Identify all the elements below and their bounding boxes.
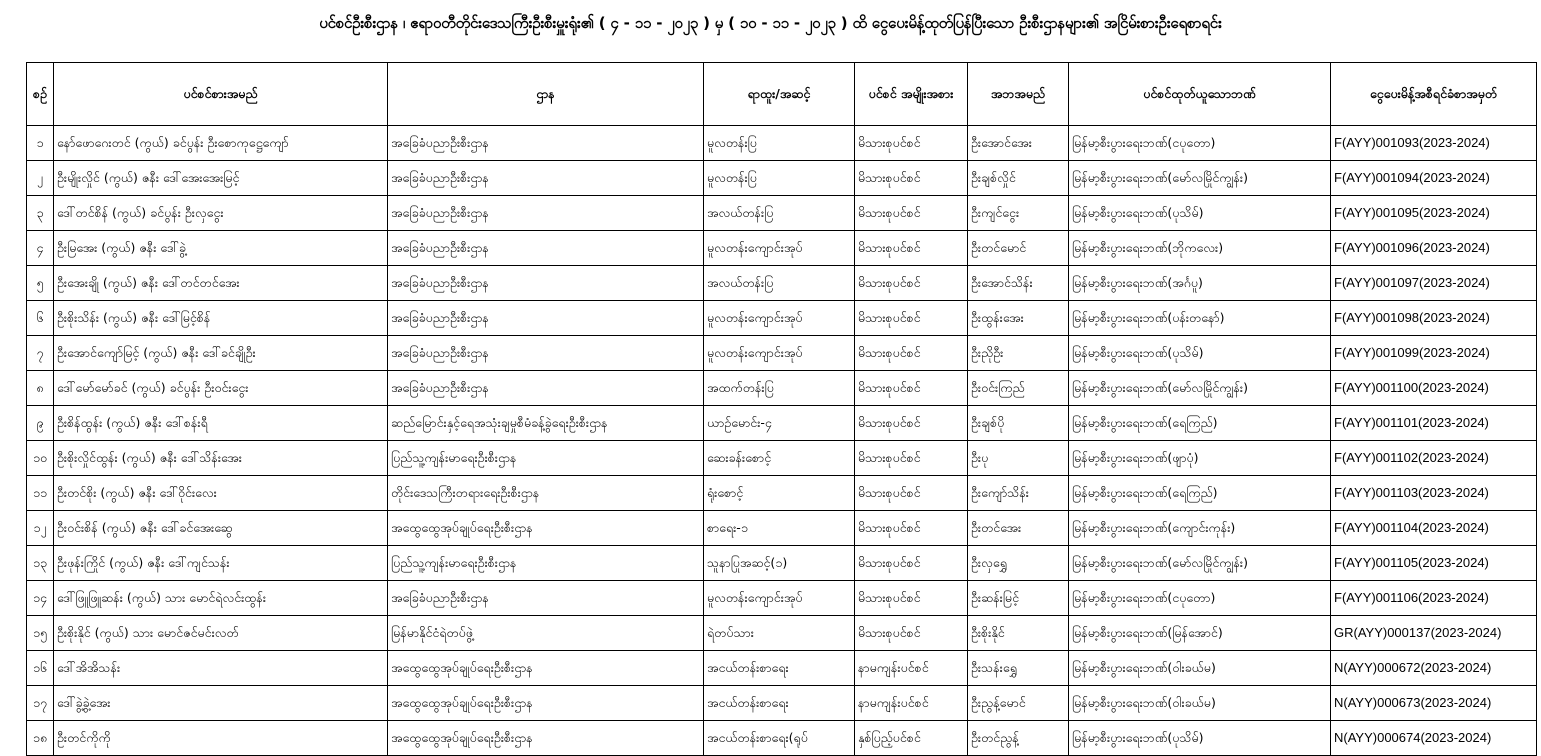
- cell-name: ဒေါ်ခွဲ့ခွဲ့အေး: [54, 686, 388, 721]
- cell-seq: ၃: [27, 196, 54, 231]
- cell-father: ဦးညွန့်မောင်: [968, 686, 1069, 721]
- cell-bank: မြန်မာ့စီးပွားရေးဘဏ်(ဘိုကလေး): [1069, 231, 1331, 266]
- cell-father: ဦးအောင်အေး: [968, 126, 1069, 161]
- cell-father: ဦးကျင်ငွေး: [968, 196, 1069, 231]
- cell-seq: ၂: [27, 161, 54, 196]
- cell-type: မိသားစုပင်စင်: [855, 476, 968, 511]
- table-row: [27, 196, 1537, 231]
- cell-code: F(AYY)001100(2023-2024): [1331, 371, 1537, 406]
- cell-code: GR(AYY)000137(2023-2024): [1331, 616, 1537, 651]
- cell-type: မိသားစုပင်စင်: [855, 441, 968, 476]
- cell-seq: ၁၇: [27, 686, 54, 721]
- cell-rank: မူလတန်းကျောင်းအုပ်: [704, 336, 855, 371]
- cell-dept: ဆည်မြောင်းနှင့်ရေအသုံးချမှုစီမံခန့်ခွဲရေးဦးစီးဌာန: [388, 406, 704, 441]
- cell-seq: ၅: [27, 266, 54, 301]
- header-name: ပင်စင်စားအမည်: [54, 63, 388, 126]
- cell-code: F(AYY)001099(2023-2024): [1331, 336, 1537, 371]
- cell-name: ဒေါ်မော်မော်ခင် (ကွယ်) ခင်ပွန်း ဦးဝင်းငွေး: [54, 371, 388, 406]
- cell-rank: သူနာပြုအဆင့်(၁): [704, 546, 855, 581]
- cell-seq: ၆: [27, 301, 54, 336]
- table-body: [27, 126, 1537, 756]
- cell-name: ဦးတင်ကိုကို: [54, 721, 388, 756]
- table-row: [27, 511, 1537, 546]
- pensioner-table: [26, 62, 1537, 756]
- cell-seq: ၁၆: [27, 651, 54, 686]
- cell-dept: အထွေထွေအုပ်ချုပ်ရေးဦးစီးဌာန: [388, 686, 704, 721]
- cell-type: မိသားစုပင်စင်: [855, 581, 968, 616]
- table-row: [27, 721, 1537, 756]
- cell-rank: ဆေးခန်းစောင့်: [704, 441, 855, 476]
- cell-rank: မူလတန်းကျောင်းအုပ်: [704, 581, 855, 616]
- cell-bank: မြန်မာ့စီးပွားရေးဘဏ်(ပုသိမ်): [1069, 721, 1331, 756]
- cell-name: နော်ဖောဂေးတင် (ကွယ်) ခင်ပွန်း ဦးစောကုဋ္ဌေကျော်: [54, 126, 388, 161]
- cell-bank: မြန်မာ့စီးပွားရေးဘဏ်(အင်္ဂပူ): [1069, 266, 1331, 301]
- cell-type: မိသားစုပင်စင်: [855, 161, 968, 196]
- cell-rank: စာရေး-၁: [704, 511, 855, 546]
- cell-name: ဦးစိုးနိုင် (ကွယ်) သား မောင်ဇင်မင်းလတ်: [54, 616, 388, 651]
- cell-bank: မြန်မာ့စီးပွားရေးဘဏ်(ဝါးခယ်မ): [1069, 651, 1331, 686]
- cell-name: ဒေါ်ဖြူဖြူဆန်း (ကွယ်) သား မောင်ရဲလင်းထွန်း: [54, 581, 388, 616]
- cell-type: နှစ်ပြည့်ပင်စင်: [855, 721, 968, 756]
- table-row: [27, 581, 1537, 616]
- cell-bank: မြန်မာ့စီးပွားရေးဘဏ်(ပုသိမ်): [1069, 196, 1331, 231]
- table-row: [27, 406, 1537, 441]
- cell-father: ဦးချစ်ပို: [968, 406, 1069, 441]
- cell-type: မိသားစုပင်စင်: [855, 406, 968, 441]
- cell-seq: ၁၂: [27, 511, 54, 546]
- cell-father: ဦးတင်ညွန့်: [968, 721, 1069, 756]
- cell-father: ဦးဆန်းမြင့်: [968, 581, 1069, 616]
- cell-rank: မူလတန်းကျောင်းအုပ်: [704, 231, 855, 266]
- table-header-row: [27, 63, 1537, 126]
- cell-bank: မြန်မာ့စီးပွားရေးဘဏ်(ငပုတော): [1069, 126, 1331, 161]
- table-row: [27, 651, 1537, 686]
- cell-code: F(AYY)001098(2023-2024): [1331, 301, 1537, 336]
- cell-type: မိသားစုပင်စင်: [855, 371, 968, 406]
- cell-seq: ၈: [27, 371, 54, 406]
- cell-rank: ရဲတပ်သား: [704, 616, 855, 651]
- cell-father: ဦးတင်မောင်: [968, 231, 1069, 266]
- cell-rank: ယာဉ်မောင်း-၄: [704, 406, 855, 441]
- cell-dept: အထွေထွေအုပ်ချုပ်ရေးဦးစီးဌာန: [388, 721, 704, 756]
- cell-rank: အလယ်တန်းပြ: [704, 266, 855, 301]
- cell-name: ဦးမျိုးလှိုင် (ကွယ်) ဇနီး ဒေါ်အေးအေးမြင့်: [54, 161, 388, 196]
- cell-dept: တိုင်းဒေသကြီးတရားရေးဦးစီးဌာန: [388, 476, 704, 511]
- table-row: [27, 161, 1537, 196]
- cell-bank: မြန်မာ့စီးပွားရေးဘဏ်(ပန်းတနော်): [1069, 301, 1331, 336]
- cell-name: ဦးစိန်ထွန်း (ကွယ်) ဇနီး ဒေါ်စန်းရီ: [54, 406, 388, 441]
- cell-seq: ၄: [27, 231, 54, 266]
- cell-type: မိသားစုပင်စင်: [855, 301, 968, 336]
- cell-dept: ပြည်သူ့ကျန်းမာရေးဦးစီးဌာန: [388, 441, 704, 476]
- cell-dept: အခြေခံပညာဦးစီးဌာန: [388, 196, 704, 231]
- header-seq: စဉ်: [27, 63, 54, 126]
- cell-seq: ၁၈: [27, 721, 54, 756]
- cell-bank: မြန်မာ့စီးပွားရေးဘဏ်(ဖျာပုံ): [1069, 441, 1331, 476]
- cell-code: F(AYY)001095(2023-2024): [1331, 196, 1537, 231]
- cell-seq: ၇: [27, 336, 54, 371]
- cell-code: F(AYY)001104(2023-2024): [1331, 511, 1537, 546]
- cell-code: F(AYY)001094(2023-2024): [1331, 161, 1537, 196]
- cell-code: F(AYY)001103(2023-2024): [1331, 476, 1537, 511]
- cell-dept: အခြေခံပညာဦးစီးဌာန: [388, 161, 704, 196]
- cell-type: နာမကျန်းပင်စင်: [855, 686, 968, 721]
- cell-father: ဦးအောင်သိန်း: [968, 266, 1069, 301]
- cell-rank: အငယ်တန်းစာရေး(ရုပ်: [704, 721, 855, 756]
- cell-code: F(AYY)001105(2023-2024): [1331, 546, 1537, 581]
- cell-dept: အထွေထွေအုပ်ချုပ်ရေးဦးစီးဌာန: [388, 651, 704, 686]
- cell-bank: မြန်မာ့စီးပွားရေးဘဏ်(မြန်အောင်): [1069, 616, 1331, 651]
- cell-rank: အထက်တန်းပြ: [704, 371, 855, 406]
- cell-type: မိသားစုပင်စင်: [855, 511, 968, 546]
- cell-bank: မြန်မာ့စီးပွားရေးဘဏ်(ရေကြည်): [1069, 476, 1331, 511]
- cell-dept: အထွေထွေအုပ်ချုပ်ရေးဦးစီးဌာန: [388, 511, 704, 546]
- cell-bank: မြန်မာ့စီးပွားရေးဘဏ်(ကျောင်းကုန်း): [1069, 511, 1331, 546]
- cell-father: ဦးဝင်းကြည်: [968, 371, 1069, 406]
- cell-type: မိသားစုပင်စင်: [855, 266, 968, 301]
- cell-seq: ၁၁: [27, 476, 54, 511]
- table-row: [27, 231, 1537, 266]
- cell-name: ဒေါ်အိအိသန်း: [54, 651, 388, 686]
- cell-bank: မြန်မာ့စီးပွားရေးဘဏ်(ရေကြည်): [1069, 406, 1331, 441]
- header-father: အဘအမည်: [968, 63, 1069, 126]
- table-row: [27, 686, 1537, 721]
- table-row: [27, 546, 1537, 581]
- cell-seq: ၁၄: [27, 581, 54, 616]
- cell-father: ဦးစိုးနိုင်: [968, 616, 1069, 651]
- cell-type: နာမကျန်းပင်စင်: [855, 651, 968, 686]
- cell-code: N(AYY)000672(2023-2024): [1331, 651, 1537, 686]
- header-code: ငွေပေးမိန့်အစီရင်ခံစာအမှတ်: [1331, 63, 1537, 126]
- table-row: [27, 336, 1537, 371]
- cell-code: F(AYY)001102(2023-2024): [1331, 441, 1537, 476]
- cell-type: မိသားစုပင်စင်: [855, 196, 968, 231]
- cell-code: F(AYY)001096(2023-2024): [1331, 231, 1537, 266]
- cell-rank: ရုံးစောင့်: [704, 476, 855, 511]
- table-row: [27, 616, 1537, 651]
- cell-bank: မြန်မာ့စီးပွားရေးဘဏ်(ဝါးခယ်မ): [1069, 686, 1331, 721]
- cell-code: N(AYY)000673(2023-2024): [1331, 686, 1537, 721]
- cell-name: ဦးစိုးသိန်း (ကွယ်) ဇနီး ဒေါ်မြင့်စိန်: [54, 301, 388, 336]
- cell-name: ဦးတင်စိုး (ကွယ်) ဇနီး ဒေါ်ဝိုင်းလေး: [54, 476, 388, 511]
- cell-rank: အငယ်တန်းစာရေး: [704, 651, 855, 686]
- table-row: [27, 126, 1537, 161]
- cell-bank: မြန်မာ့စီးပွားရေးဘဏ်(မော်လမြိုင်ကျွန်း): [1069, 161, 1331, 196]
- cell-seq: ၉: [27, 406, 54, 441]
- cell-dept: အခြေခံပညာဦးစီးဌာန: [388, 266, 704, 301]
- cell-dept: အခြေခံပညာဦးစီးဌာန: [388, 336, 704, 371]
- cell-seq: ၁၀: [27, 441, 54, 476]
- cell-code: N(AYY)000674(2023-2024): [1331, 721, 1537, 756]
- cell-bank: မြန်မာ့စီးပွားရေးဘဏ်(မော်လမြိုင်ကျွန်း): [1069, 371, 1331, 406]
- cell-bank: မြန်မာ့စီးပွားရေးဘဏ်(ငပုတော): [1069, 581, 1331, 616]
- cell-dept: အခြေခံပညာဦးစီးဌာန: [388, 231, 704, 266]
- cell-dept: မြန်မာနိုင်ငံရဲတပ်ဖွဲ့: [388, 616, 704, 651]
- page-title: ပင်စင်ဦးစီးဌာန ၊ ဧရာဝတီတိုင်းဒေသကြီးဦးစီးမှူးရုံး၏ ( ၄ - ၁၁ - ၂၀၂၃ ) မှ ( ၁၀ - ၁၁ - ၂၀၂၃ ) ထိ ငွေပေးမိန့်ထုတ်ပြန်ပြီးသော ဦးစီးဌာနများ၏ အငြိမ်းစားဦးရေစာရင်း: [319, 14, 1222, 32]
- cell-father: ဦးညိုဦး: [968, 336, 1069, 371]
- cell-father: ဦးထွန်းအေး: [968, 301, 1069, 336]
- cell-dept: အခြေခံပညာဦးစီးဌာန: [388, 581, 704, 616]
- table-row: [27, 476, 1537, 511]
- cell-type: မိသားစုပင်စင်: [855, 126, 968, 161]
- cell-type: မိသားစုပင်စင်: [855, 616, 968, 651]
- cell-name: ဒေါ်တင်စိန် (ကွယ်) ခင်ပွန်း ဦးလှငွေး: [54, 196, 388, 231]
- cell-bank: မြန်မာ့စီးပွားရေးဘဏ်(ပုသိမ်): [1069, 336, 1331, 371]
- table-row: [27, 441, 1537, 476]
- cell-rank: မူလတန်းပြ: [704, 126, 855, 161]
- cell-father: ဦးကျော်သိန်း: [968, 476, 1069, 511]
- cell-code: F(AYY)001106(2023-2024): [1331, 581, 1537, 616]
- cell-name: ဦးအောင်ကျော်မြင့် (ကွယ်) ဇနီး ဒေါ်ခင်ချိုဦး: [54, 336, 388, 371]
- cell-father: ဦးပု: [968, 441, 1069, 476]
- cell-type: မိသားစုပင်စင်: [855, 546, 968, 581]
- cell-rank: အငယ်တန်းစာရေး: [704, 686, 855, 721]
- table-row: [27, 371, 1537, 406]
- cell-seq: ၁: [27, 126, 54, 161]
- cell-bank: မြန်မာ့စီးပွားရေးဘဏ်(မော်လမြိုင်ကျွန်း): [1069, 546, 1331, 581]
- cell-name: ဦးမြအေး (ကွယ်) ဇနီး ဒေါ်ခွဲ့: [54, 231, 388, 266]
- cell-name: ဦးဖုန်းကြိုင် (ကွယ်) ဇနီး ဒေါ်ကျင်သန်း: [54, 546, 388, 581]
- cell-father: ဦးချစ်လှိုင်: [968, 161, 1069, 196]
- cell-code: F(AYY)001101(2023-2024): [1331, 406, 1537, 441]
- cell-seq: ၁၅: [27, 616, 54, 651]
- cell-dept: အခြေခံပညာဦးစီးဌာန: [388, 301, 704, 336]
- cell-name: ဦးအေးချို (ကွယ်) ဇနီး ဒေါ်တင်တင်အေး: [54, 266, 388, 301]
- table-row: [27, 266, 1537, 301]
- header-dept: ဌာန: [388, 63, 704, 126]
- cell-code: F(AYY)001097(2023-2024): [1331, 266, 1537, 301]
- header-bank: ပင်စင်ထုတ်ယူသောဘဏ်: [1069, 63, 1331, 126]
- cell-dept: ပြည်သူ့ကျန်းမာရေးဦးစီးဌာန: [388, 546, 704, 581]
- header-rank: ရာထူး/အဆင့်: [704, 63, 855, 126]
- cell-rank: မူလတန်းကျောင်းအုပ်: [704, 301, 855, 336]
- cell-father: ဦးတင်အေး: [968, 511, 1069, 546]
- cell-dept: အခြေခံပညာဦးစီးဌာန: [388, 126, 704, 161]
- header-type: ပင်စင် အမျိုးအစား: [855, 63, 968, 126]
- cell-type: မိသားစုပင်စင်: [855, 231, 968, 266]
- cell-father: ဦးလှရွှေ: [968, 546, 1069, 581]
- cell-seq: ၁၃: [27, 546, 54, 581]
- cell-code: F(AYY)001093(2023-2024): [1331, 126, 1537, 161]
- cell-name: ဦးစိုးလှိုင်ထွန်း (ကွယ်) ဇနီး ဒေါ်သိန်းအေး: [54, 441, 388, 476]
- cell-type: မိသားစုပင်စင်: [855, 336, 968, 371]
- cell-rank: မူလတန်းပြ: [704, 161, 855, 196]
- cell-rank: အလယ်တန်းပြ: [704, 196, 855, 231]
- cell-dept: အခြေခံပညာဦးစီးဌာန: [388, 371, 704, 406]
- table-row: [27, 301, 1537, 336]
- cell-father: ဦးသန်းရွှေ: [968, 651, 1069, 686]
- cell-name: ဦးဝင်းစိန် (ကွယ်) ဇနီး ဒေါ်ခင်အေးဆွေ: [54, 511, 388, 546]
